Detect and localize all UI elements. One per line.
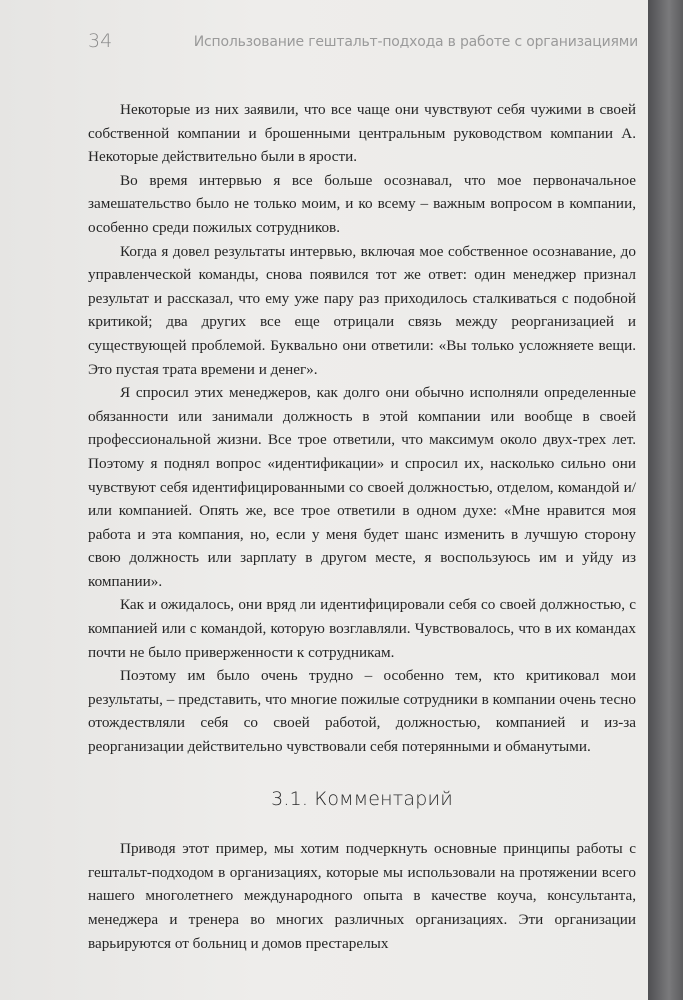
paragraph: Поэтому им было очень трудно – особенно тем, кто критиковал мои результаты, – представить, что многие пожилые сотрудники в компании очень тесно отождествляли себя со своей работой, должностью, компанией и из-за реорганизации действительно чувствовали себя потерянными и обманутыми.: [88, 667, 636, 756]
paragraph: Когда я довел результаты интервью, включая мое собственное осознавание, до управленческой команды, снова появился тот же ответ: один менеджер признал результат и рассказал, что ему уже пару раз приходилось сталкиваться с подобной критикой; два других все еще отрицали связь между реорганизацией и существующей проблемой. Буквально они ответили: «Вы только усложняете вещи. Это пустая трата времени и денег».: [88, 242, 636, 378]
page-header: [88, 30, 638, 56]
body-text: [88, 98, 636, 955]
paragraph: Некоторые из них заявили, что все чаще они чувствуют себя чужими в своей собственной компании и брошенными центральным руководством компании А. Некоторые действительно были в ярости.: [88, 101, 636, 166]
paragraph: Я спросил этих менеджеров, как долго они обычно исполняли определенные обязанности или занимали должность в этой компании или вообще в своей профессиональной жизни. Все трое ответили, что максимум около двух-трех лет. Поэтому я поднял вопрос «идентификации» и спросил их, насколько сильно они чувствуют себя идентифицированными со своей должностью, отделом, командой и/или компанией. Опять же, все трое ответили в одном духе: «Мне нравится моя работа и эта компания, но, если у меня будет шанс изменить в лучшую сторону свою должность или зарплату в другом месте, я воспользуюсь им и уйду из компании».: [88, 384, 636, 590]
paragraph: Приводя этот пример, мы хотим подчеркнуть основные принципы работы с гештальт-подходом в организациях, которые мы использовали на протяжении всего нашего многолетнего международного опыта в качестве коуча, консультанта, менеджера и тренера во многих различных организациях. Эти организации варьируются от больниц и домов престарелых: [88, 840, 636, 952]
page-edge-shadow: [648, 0, 683, 1000]
running-head: Использование гештальт-подхода в работе с организациями: [193, 34, 638, 50]
section-heading: 3.1. Комментарий: [271, 787, 453, 810]
page-number: 34: [88, 30, 113, 52]
paragraph: Во время интервью я все больше осознавал, что мое первоначальное замешательство было не только моим, и ко всему – важным вопросом в компании, особенно среди пожилых сотрудников.: [88, 171, 636, 236]
paragraph: Как и ожидалось, они вряд ли идентифицировали себя со своей должностью, с компанией или с командой, которую возглавляли. Чувствовалось, что в их командах почти не было приверженности к сотрудникам.: [88, 596, 636, 661]
